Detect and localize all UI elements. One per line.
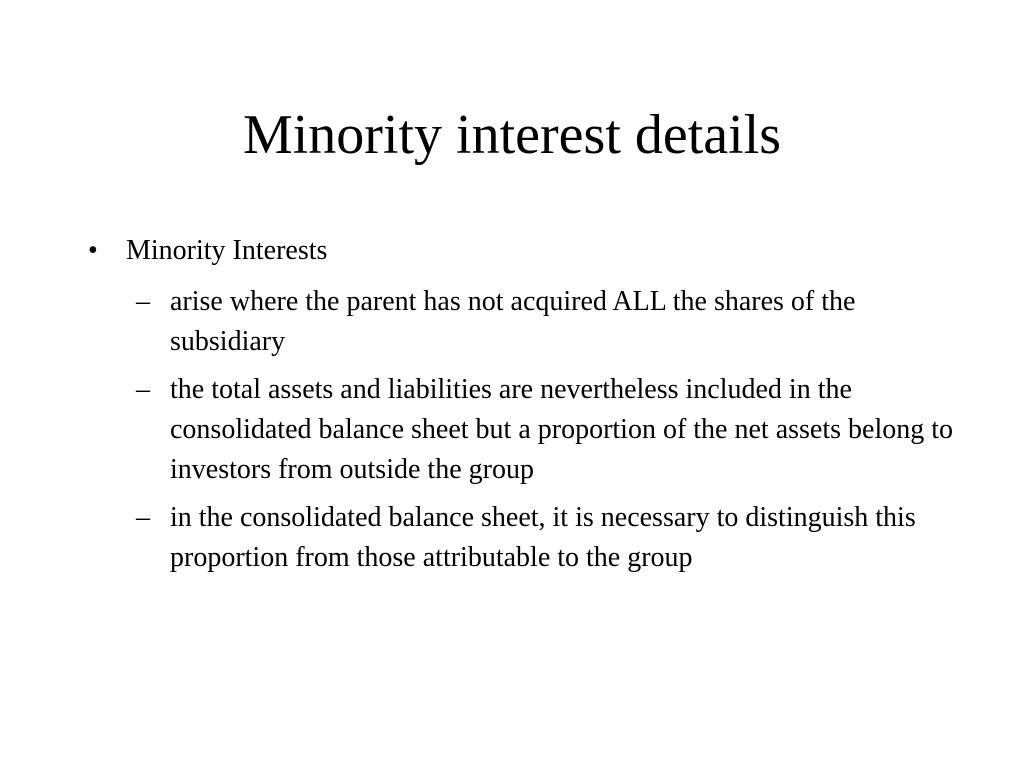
sub-bullet-text: the total assets and liabilities are nevertheless included in the consolidated balance sheet but a proportion of the net assets belong to investors from outside the group [170,374,954,485]
bullet-text: Minority Interests [126,235,328,266]
bullet-item [88,232,968,270]
dash-marker: – [136,374,150,405]
sub-bullet-item [136,498,956,578]
sub-bullet-text: arise where the parent has not acquired ALL the shares of the subsidiary [170,286,856,357]
dash-marker: – [136,502,150,533]
sub-bullet-item [136,370,956,490]
bullet-marker: • [88,235,98,266]
sub-bullet-list [136,282,956,586]
sub-bullet-text: in the consolidated balance sheet, it is necessary to distinguish this proportion from those attributable to the group [170,502,916,573]
slide-title: Minority interest details [242,104,782,166]
sub-bullet-item [136,282,956,362]
dash-marker: – [136,286,150,317]
